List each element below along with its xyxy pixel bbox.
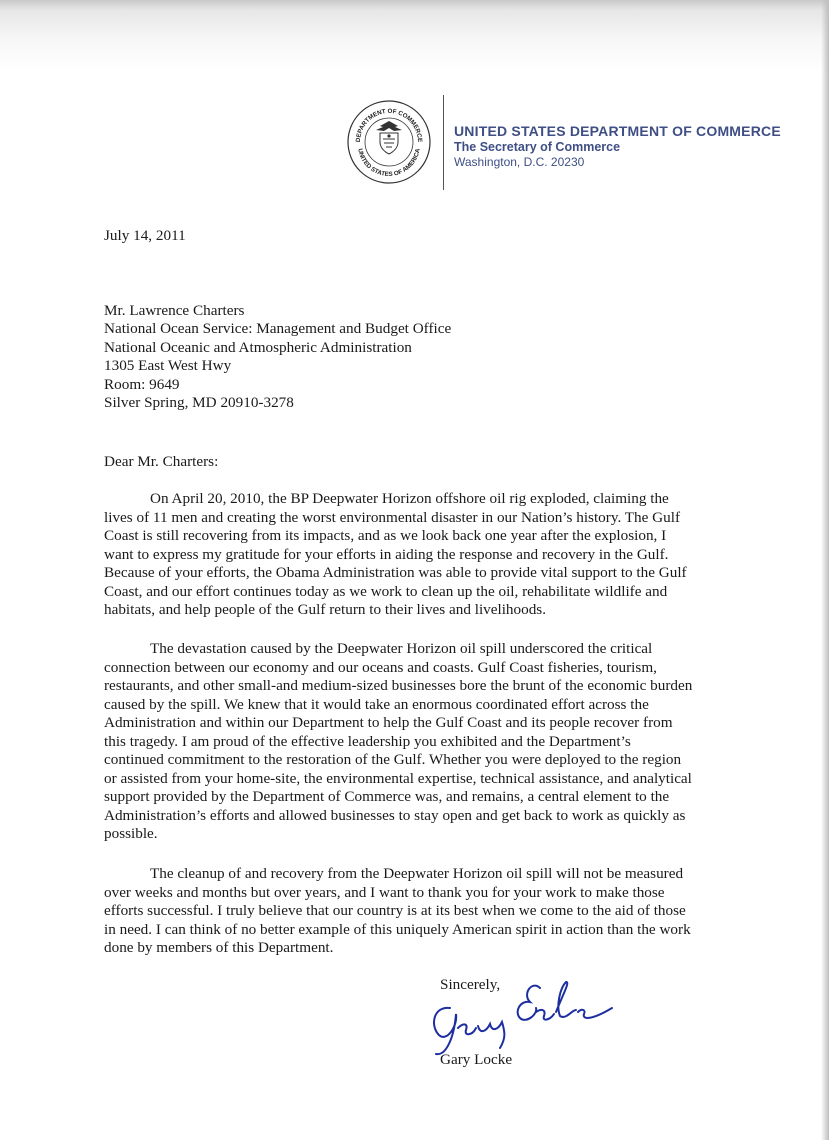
paragraph-line: or assisted from your home-site, the environmental expertise, technical assistance, and analytical <box>104 769 692 787</box>
recipient-line: National Ocean Service: Management and Budget Office <box>104 320 452 338</box>
closing: Sincerely, <box>440 976 501 993</box>
paragraph-line: lives of 11 men and creating the worst environmental disaster in our Nation’s history. The Gulf <box>104 508 681 526</box>
paragraph-line: done by members of this Department. <box>104 939 334 956</box>
paragraph-line: Administration’s efforts and allowed businesses to stay open and get back to work as quickly as <box>104 806 686 824</box>
office-address: Washington, D.C. 20230 <box>454 155 585 169</box>
paragraph-line: continued commitment to the restoration of the Gulf. Whether you were deployed to the region <box>104 751 682 768</box>
paragraph-line: habitats, and help people of the Gulf return to their lives and livelihoods. <box>104 601 547 618</box>
body-paragraph-1 <box>104 490 744 620</box>
paragraph-line: Administration and within our Department to help the Gulf Coast and its people recover from <box>104 714 673 731</box>
signer-name: Gary Locke <box>440 1051 513 1068</box>
recipient-address <box>104 302 451 412</box>
scan-shadow-top <box>0 0 829 74</box>
recipient-line: National Oceanic and Atmospheric Administration <box>104 338 412 356</box>
paragraph-line: Coast is still recovering from its impacts, and as we look back one year after the explosion, I <box>104 527 667 544</box>
paragraph-line: support provided by the Department of Commerce was, and remains, a central element to the <box>104 788 670 805</box>
scan-shadow-right <box>821 0 829 1140</box>
salutation: Dear Mr. Charters: <box>104 453 219 470</box>
department-info <box>454 123 781 170</box>
svg-text:UNITED STATES OF AMERICA: UNITED STATES OF AMERICA <box>356 148 422 179</box>
recipient-line: Room: 9649 <box>104 375 180 393</box>
paragraph-line: On April 20, 2010, the BP Deepwater Horizon offshore oil rig exploded, claiming the <box>150 490 669 507</box>
paragraph-line: possible. <box>104 825 158 842</box>
letterhead <box>346 95 816 190</box>
paragraph-line: restaurants, and other small-and medium-sized businesses bore the brunt of the economic burden <box>104 677 693 694</box>
recipient-line: 1305 East West Hwy <box>104 357 232 375</box>
paragraph-line: caused by the spill. We knew that it would take an enormous coordinated effort across the <box>104 695 649 713</box>
paragraph-line: this tragedy. I am proud of the effective leadership you exhibited and the Department’s <box>104 732 631 750</box>
paragraph-line: over weeks and months but over years, and I want to thank you for your work to make those <box>104 883 665 901</box>
recipient-line: Silver Spring, MD 20910-3278 <box>104 394 294 412</box>
department-name: UNITED STATES DEPARTMENT OF COMMERCE <box>454 123 781 139</box>
body-paragraph-3 <box>104 865 744 958</box>
letter-date: July 14, 2011 <box>104 227 186 244</box>
office-name: The Secretary of Commerce <box>454 140 621 154</box>
paragraph-line: connection between our economy and our oceans and coasts. Gulf Coast fisheries, tourism, <box>104 658 657 676</box>
paragraph-line: want to express my gratitude for your efforts in aiding the response and recovery in the Gulf. <box>104 545 669 563</box>
paragraph-line: The cleanup of and recovery from the Deepwater Horizon oil spill will not be measured <box>150 865 684 882</box>
department-seal-icon <box>346 99 432 185</box>
letterhead-divider <box>443 95 444 190</box>
paragraph-line: The devastation caused by the Deepwater Horizon oil spill underscored the critical <box>150 640 653 657</box>
svg-text:DEPARTMENT OF COMMERCE: DEPARTMENT OF COMMERCE <box>354 107 424 143</box>
body-paragraph-2 <box>104 640 744 844</box>
paragraph-line: in need. I can think of no better example of this uniquely American spirit in action than the work <box>104 920 691 938</box>
recipient-line: Mr. Lawrence Charters <box>104 302 245 319</box>
paragraph-line: efforts successful. I truly believe that our country is at its best when we come to the aid of those <box>104 902 686 919</box>
paragraph-line: Coast, and our effort continues today as we work to clean up the oil, rehabilitate wildlife and <box>104 582 668 600</box>
paragraph-line: Because of your efforts, the Obama Administration was able to provide vital support to the Gulf <box>104 564 687 581</box>
handwritten-signature <box>428 978 618 1056</box>
